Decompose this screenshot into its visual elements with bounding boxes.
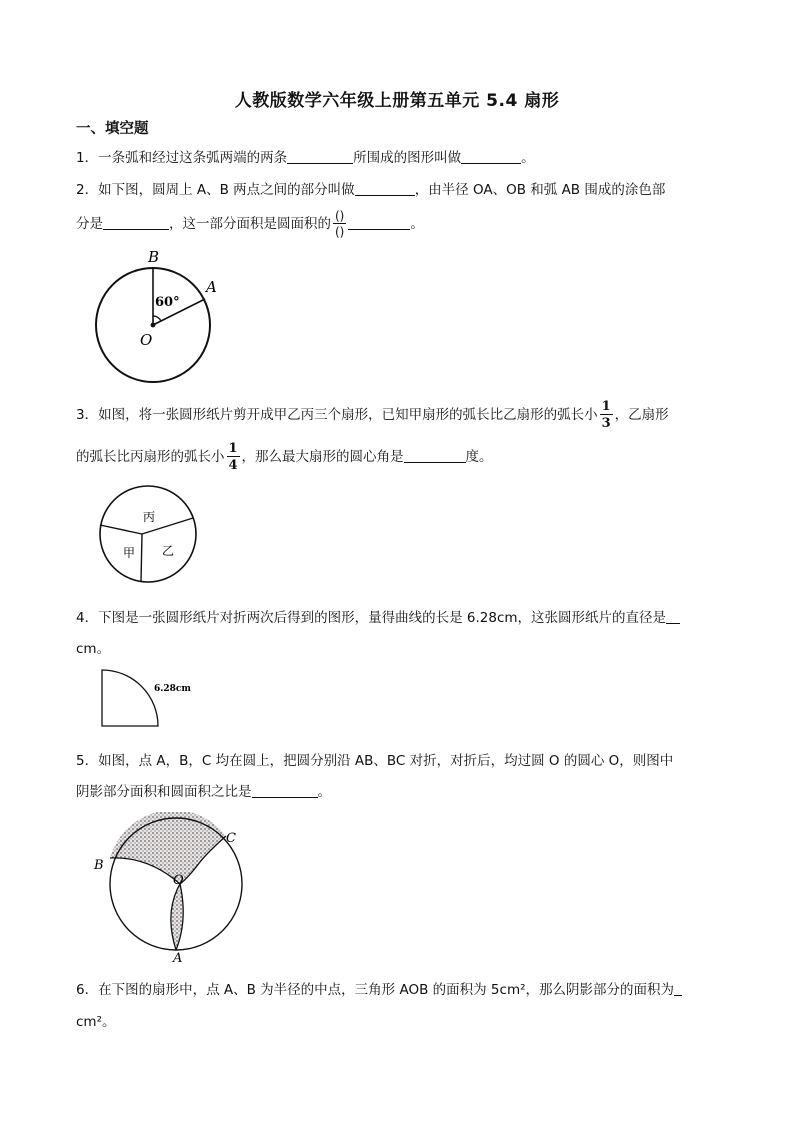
q5-label-b: B — [94, 858, 104, 873]
q5-text-c: 。 — [317, 784, 331, 800]
q2-label-a: A — [206, 278, 217, 296]
question-2-line-1 — [76, 178, 665, 198]
q3-fraction-2-numerator: 1 — [228, 441, 238, 456]
q3-text-d: ，那么最大扇形的圆心角是 — [241, 449, 404, 465]
q6-text-b: cm²。 — [76, 1014, 116, 1030]
q2-label-b: B — [148, 248, 160, 266]
q4-quarter-circle-figure — [98, 666, 208, 728]
q3-divider-3 — [141, 534, 142, 582]
q5-text-a: 如图，点 A，B，C 均在圆上，把圆分别沿 AB、BC 对折，对折后，均过圆 O 的圆心 O，则图中 — [98, 753, 674, 769]
q2-angle-arc — [153, 316, 161, 321]
q5-blank[interactable] — [252, 783, 318, 798]
q3-text-c: 的弧长比丙扇形的弧长小 — [76, 449, 225, 465]
q2-fraction — [333, 210, 346, 238]
q2-text-c: 分是 — [76, 216, 103, 232]
q3-number: 3． — [76, 407, 99, 423]
question-2-line-2 — [76, 210, 424, 238]
q4-quarter-circle — [102, 670, 158, 726]
q5-label-o: O — [173, 873, 184, 888]
q2-blank-1[interactable] — [355, 181, 415, 196]
q3-circle — [100, 486, 196, 582]
q1-text-b: 所围成的图形叫做 — [353, 150, 462, 166]
q3-label-jia: 甲 — [123, 546, 136, 560]
q3-fraction-1 — [600, 400, 613, 430]
q5-folded-circle-figure — [88, 812, 248, 964]
question-5-line-1 — [76, 749, 673, 769]
q3-text-a: 如图，将一张圆形纸片剪开成甲乙丙三个扇形，已知甲扇形的弧长比乙扇形的弧长小 — [98, 407, 598, 423]
question-1 — [76, 146, 535, 166]
q3-blank[interactable] — [404, 448, 466, 463]
question-6-line-2 — [76, 1010, 116, 1030]
question-3-line-1 — [76, 400, 669, 430]
q5-label-a: A — [173, 951, 183, 964]
q3-fraction-2 — [227, 442, 240, 472]
q3-fraction-1-numerator: 1 — [601, 399, 611, 414]
q1-blank-1[interactable] — [287, 149, 353, 164]
q2-text-b: ，由半径 OA、OB 和弧 AB 围成的涂色部 — [414, 182, 666, 198]
q1-blank-2[interactable] — [461, 149, 521, 164]
q2-blank-2[interactable] — [103, 215, 169, 230]
q3-label-bing: 丙 — [143, 510, 156, 524]
q3-fraction-1-denominator: 3 — [601, 416, 611, 431]
q3-text-e: 度。 — [465, 449, 493, 465]
question-3-line-2 — [76, 442, 493, 472]
q3-text-b: ，乙扇形 — [614, 407, 669, 423]
q2-blank-3[interactable] — [348, 215, 410, 230]
q2-text-e: 。 — [410, 216, 424, 232]
q5-text-b: 阴影部分面积和圆面积之比是 — [76, 784, 252, 800]
q4-text-b: cm。 — [76, 641, 111, 657]
q2-circle-figure — [88, 244, 228, 392]
section-heading: 一、填空题 — [76, 121, 149, 137]
q4-blank[interactable] — [666, 609, 680, 624]
q2-angle-label: 60° — [155, 295, 180, 310]
q1-text-a: 一条弧和经过这条弧两端的两条 — [98, 150, 288, 166]
q3-circle-figure — [92, 483, 204, 587]
q5-shaded-top — [110, 812, 226, 884]
q3-divider-1 — [100, 525, 142, 534]
q4-number: 4． — [76, 610, 99, 626]
q6-number: 6． — [76, 982, 99, 998]
question-4-line-1 — [76, 606, 680, 626]
q2-label-o: O — [140, 331, 153, 349]
q1-text-c: 。 — [521, 150, 535, 166]
page-title: 人教版数学六年级上册第五单元 5.4 扇形 — [234, 91, 560, 111]
q5-label-c: C — [226, 831, 236, 846]
q5-number: 5． — [76, 753, 99, 769]
q2-text-a: 如下图，圆周上 A、B 两点之间的部分叫做 — [98, 182, 355, 198]
q3-fraction-2-denominator: 4 — [228, 458, 238, 473]
q4-text-a: 下图是一张圆形纸片对折两次后得到的图形，量得曲线的长是 6.28cm，这张圆形纸片的直径是 — [98, 610, 667, 626]
q4-arc-length-label: 6.28cm — [154, 684, 191, 694]
question-6-line-1 — [76, 978, 682, 998]
question-4-line-2 — [76, 637, 110, 657]
q6-text-a: 在下图的扇形中，点 A、B 为半径的中点，三角形 AOB 的面积为 5cm²，那么阴影部分的面积为 — [98, 982, 675, 998]
q2-fraction-numerator: () — [335, 209, 345, 223]
q2-fraction-denominator: () — [335, 225, 345, 239]
q6-blank[interactable] — [674, 981, 682, 996]
q2-text-d: ，这一部分面积是圆面积的 — [169, 216, 331, 232]
question-5-line-2 — [76, 780, 331, 800]
q1-number: 1． — [76, 150, 99, 166]
q2-number: 2． — [76, 182, 99, 198]
q2-center-dot — [151, 323, 156, 328]
q3-label-yi: 乙 — [162, 544, 175, 558]
